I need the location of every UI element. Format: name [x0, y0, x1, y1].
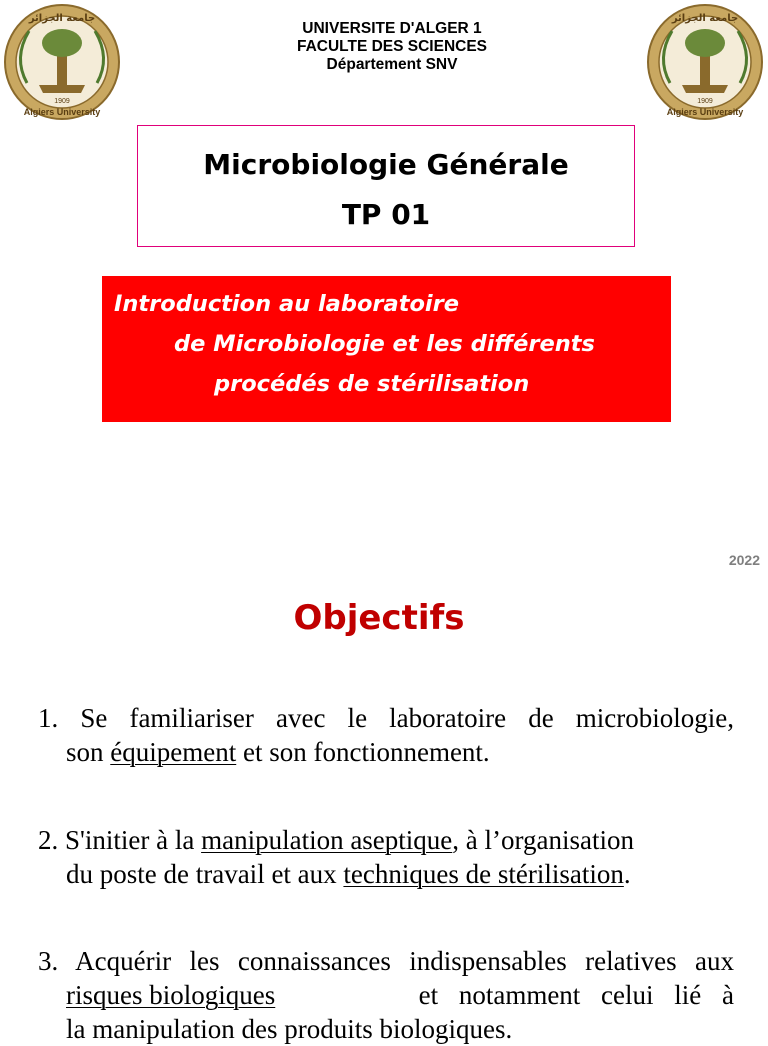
objective-2-line-1 — [38, 823, 734, 857]
course-title: Microbiologie Générale — [203, 148, 569, 181]
course-title-box — [137, 125, 635, 247]
underlined-term: risques biologiques — [66, 980, 276, 1010]
objective-1-line-1: 1. Se familiariser avec le laboratoire de microbiologie, — [38, 703, 734, 733]
underlined-term: manipulation aseptique — [201, 825, 453, 855]
text: et son fonctionnement. — [236, 737, 490, 767]
objective-3-line-3: la manipulation des produits biologiques. — [66, 1014, 513, 1044]
objective-item — [38, 701, 734, 769]
text: . — [623, 859, 631, 889]
objective-item — [38, 823, 734, 891]
logo-year: 1909 — [54, 98, 70, 105]
objective-2-line-2 — [38, 857, 734, 891]
logo-english-text: Algiers University — [666, 107, 744, 117]
objective-3-line-1: 3. Acquérir les connaissances indispensables relatives aux — [38, 946, 734, 976]
text: son — [66, 737, 111, 767]
objective-item — [38, 944, 734, 1046]
logo-english-text: Algiers University — [23, 107, 101, 117]
university-logo-left — [3, 3, 121, 121]
university-seal — [3, 3, 121, 121]
text: 2. S'initier à la — [38, 825, 202, 855]
faculty-name: FACULTE DES SCIENCES — [296, 38, 488, 55]
university-seal — [646, 3, 764, 121]
course-session: TP 01 — [341, 198, 431, 231]
logo-arabic-text: جامعة الجزائر — [28, 13, 96, 24]
intro-line-2: de Microbiologie et les différents — [174, 331, 595, 357]
intro-banner — [102, 276, 671, 422]
intro-line-3: procédés de stérilisation — [214, 371, 530, 397]
university-name: UNIVERSITE D'ALGER 1 — [302, 20, 482, 37]
underlined-term: techniques de stérilisation — [343, 859, 624, 889]
objective-3-line-2 — [38, 978, 734, 1012]
university-logo-right — [646, 3, 764, 121]
underlined-term: équipement — [110, 737, 237, 767]
text: et notamment celui lié à — [418, 980, 734, 1010]
logo-arabic-text: جامعة الجزائر — [671, 13, 739, 24]
section-heading: Objectifs — [293, 598, 465, 638]
department-name: Département SNV — [326, 56, 458, 73]
intro-line-1: Introduction au laboratoire — [114, 291, 459, 317]
objective-1-line-2 — [38, 735, 734, 769]
text: , à l’organisation — [452, 825, 634, 855]
text: du poste de travail et aux — [66, 859, 344, 889]
year-label: 2022 — [728, 552, 760, 568]
university-header — [200, 20, 584, 74]
logo-year: 1909 — [697, 98, 713, 105]
